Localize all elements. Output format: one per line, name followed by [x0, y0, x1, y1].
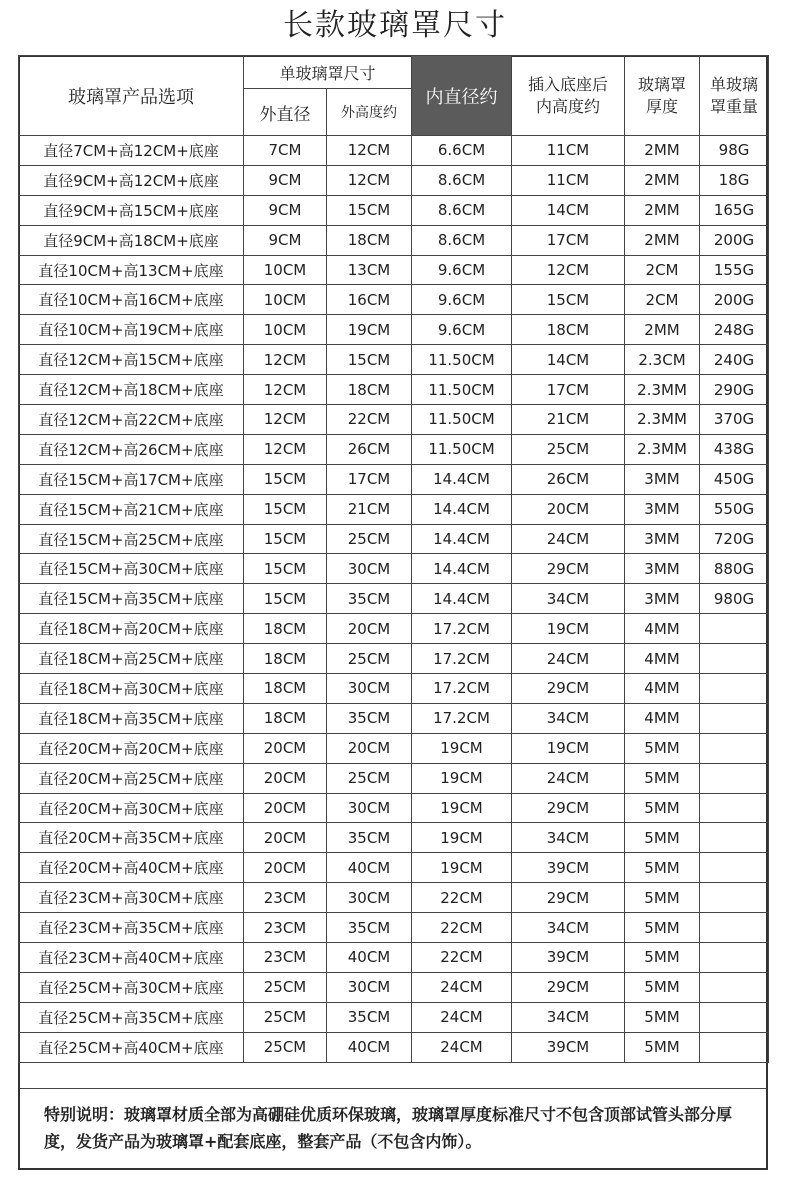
cell-thickness: 5MM — [625, 853, 700, 883]
cell-inner-diameter: 9.6CM — [412, 255, 512, 285]
cell-inner-height: 20CM — [512, 494, 625, 524]
cell-outer-height: 40CM — [327, 943, 412, 973]
cell-outer-height: 35CM — [327, 703, 412, 733]
cell-thickness: 2.3MM — [625, 405, 700, 435]
cell-thickness: 5MM — [625, 972, 700, 1002]
cell-outer-diameter: 18CM — [244, 703, 327, 733]
cell-option: 直径9CM+高18CM+底座 — [19, 225, 244, 255]
cell-outer-height: 35CM — [327, 584, 412, 614]
cell-inner-diameter: 19CM — [412, 733, 512, 763]
table-row — [19, 733, 769, 763]
cell-option: 直径9CM+高12CM+底座 — [19, 165, 244, 195]
cell-inner-height: 21CM — [512, 405, 625, 435]
cell-inner-height: 14CM — [512, 195, 625, 225]
cell-weight — [700, 614, 769, 644]
cell-inner-diameter: 24CM — [412, 1002, 512, 1032]
cell-weight: 155G — [700, 255, 769, 285]
cell-outer-diameter: 18CM — [244, 644, 327, 674]
cell-thickness: 5MM — [625, 763, 700, 793]
cell-inner-diameter: 22CM — [412, 943, 512, 973]
cell-weight: 370G — [700, 405, 769, 435]
cell-outer-diameter: 12CM — [244, 345, 327, 375]
cell-inner-height: 34CM — [512, 584, 625, 614]
cell-option: 直径15CM+高21CM+底座 — [19, 494, 244, 524]
cell-inner-diameter: 22CM — [412, 883, 512, 913]
table-row — [19, 165, 769, 195]
cell-weight — [700, 943, 769, 973]
table-row — [19, 972, 769, 1002]
cell-thickness: 5MM — [625, 1002, 700, 1032]
table-row — [19, 345, 769, 375]
cell-inner-diameter: 17.2CM — [412, 644, 512, 674]
cell-weight — [700, 1032, 769, 1062]
table-row — [19, 883, 769, 913]
cell-option: 直径20CM+高40CM+底座 — [19, 853, 244, 883]
cell-option: 直径23CM+高30CM+底座 — [19, 883, 244, 913]
cell-inner-diameter: 19CM — [412, 763, 512, 793]
cell-inner-height: 39CM — [512, 853, 625, 883]
page-title: 长款玻璃罩尺寸 — [283, 8, 507, 43]
cell-inner-height: 25CM — [512, 434, 625, 464]
cell-outer-diameter: 9CM — [244, 225, 327, 255]
cell-outer-height: 35CM — [327, 1002, 412, 1032]
cell-thickness: 2.3CM — [625, 345, 700, 375]
table-row — [19, 763, 769, 793]
cell-option: 直径25CM+高30CM+底座 — [19, 972, 244, 1002]
cell-outer-height: 21CM — [327, 494, 412, 524]
cell-weight — [700, 972, 769, 1002]
cell-inner-height: 34CM — [512, 823, 625, 853]
cell-thickness: 2CM — [625, 255, 700, 285]
cell-outer-diameter: 15CM — [244, 554, 327, 584]
table-row — [19, 1032, 769, 1062]
table-body — [19, 136, 769, 1063]
cell-option: 直径7CM+高12CM+底座 — [19, 136, 244, 166]
cell-weight — [700, 763, 769, 793]
cell-inner-height: 18CM — [512, 315, 625, 345]
cell-inner-height: 14CM — [512, 345, 625, 375]
table-row — [19, 554, 769, 584]
cell-outer-diameter: 25CM — [244, 972, 327, 1002]
cell-outer-height: 30CM — [327, 972, 412, 1002]
size-table — [18, 55, 769, 1063]
cell-outer-height: 20CM — [327, 614, 412, 644]
header-weight — [700, 56, 769, 136]
cell-option: 直径23CM+高40CM+底座 — [19, 943, 244, 973]
cell-inner-diameter: 14.4CM — [412, 584, 512, 614]
cell-option: 直径12CM+高26CM+底座 — [19, 434, 244, 464]
cell-inner-height: 24CM — [512, 763, 625, 793]
cell-thickness: 5MM — [625, 793, 700, 823]
cell-thickness: 2MM — [625, 195, 700, 225]
cell-weight — [700, 883, 769, 913]
cell-outer-height: 22CM — [327, 405, 412, 435]
cell-inner-height: 11CM — [512, 136, 625, 166]
cell-outer-diameter: 23CM — [244, 883, 327, 913]
cell-inner-diameter: 19CM — [412, 823, 512, 853]
cell-thickness: 5MM — [625, 913, 700, 943]
cell-weight: 290G — [700, 375, 769, 405]
cell-inner-diameter: 8.6CM — [412, 225, 512, 255]
cell-thickness: 3MM — [625, 524, 700, 554]
cell-option: 直径20CM+高20CM+底座 — [19, 733, 244, 763]
cell-weight: 240G — [700, 345, 769, 375]
table-row — [19, 136, 769, 166]
header-outer-diameter: 外直径 — [244, 89, 327, 136]
cell-option: 直径25CM+高40CM+底座 — [19, 1032, 244, 1062]
cell-thickness: 2MM — [625, 165, 700, 195]
cell-outer-diameter: 10CM — [244, 255, 327, 285]
cell-inner-diameter: 11.50CM — [412, 345, 512, 375]
cell-inner-diameter: 11.50CM — [412, 434, 512, 464]
table-row — [19, 524, 769, 554]
cell-option: 直径10CM+高13CM+底座 — [19, 255, 244, 285]
cell-option: 直径10CM+高19CM+底座 — [19, 315, 244, 345]
cell-inner-height: 26CM — [512, 464, 625, 494]
cell-option: 直径15CM+高17CM+底座 — [19, 464, 244, 494]
cell-outer-height: 12CM — [327, 136, 412, 166]
cell-inner-height: 29CM — [512, 674, 625, 704]
cell-inner-height: 24CM — [512, 644, 625, 674]
cell-inner-diameter: 24CM — [412, 1032, 512, 1062]
cell-thickness: 2MM — [625, 315, 700, 345]
cell-inner-height: 29CM — [512, 883, 625, 913]
cell-inner-height: 29CM — [512, 972, 625, 1002]
cell-inner-diameter: 11.50CM — [412, 375, 512, 405]
cell-outer-diameter: 25CM — [244, 1032, 327, 1062]
cell-outer-height: 18CM — [327, 225, 412, 255]
cell-option: 直径15CM+高25CM+底座 — [19, 524, 244, 554]
cell-inner-diameter: 14.4CM — [412, 554, 512, 584]
cell-outer-height: 25CM — [327, 644, 412, 674]
cell-weight — [700, 853, 769, 883]
cell-weight: 98G — [700, 136, 769, 166]
header-single-size: 单玻璃罩尺寸 — [244, 56, 412, 89]
table-row — [19, 464, 769, 494]
cell-inner-diameter: 6.6CM — [412, 136, 512, 166]
table-row — [19, 943, 769, 973]
cell-inner-diameter: 14.4CM — [412, 464, 512, 494]
cell-weight — [700, 1002, 769, 1032]
header-thickness-line2: 厚度 — [646, 96, 679, 116]
cell-outer-height: 30CM — [327, 554, 412, 584]
cell-inner-diameter: 8.6CM — [412, 165, 512, 195]
cell-outer-height: 30CM — [327, 883, 412, 913]
cell-outer-height: 15CM — [327, 195, 412, 225]
cell-option: 直径25CM+高35CM+底座 — [19, 1002, 244, 1032]
cell-weight: 720G — [700, 524, 769, 554]
cell-thickness: 4MM — [625, 703, 700, 733]
cell-option: 直径23CM+高35CM+底座 — [19, 913, 244, 943]
cell-inner-height: 15CM — [512, 285, 625, 315]
cell-weight — [700, 644, 769, 674]
cell-thickness: 4MM — [625, 614, 700, 644]
cell-outer-diameter: 18CM — [244, 674, 327, 704]
cell-outer-diameter: 20CM — [244, 823, 327, 853]
cell-outer-diameter: 20CM — [244, 793, 327, 823]
cell-thickness: 5MM — [625, 823, 700, 853]
header-option: 玻璃罩产品选项 — [19, 56, 244, 136]
cell-inner-diameter: 14.4CM — [412, 494, 512, 524]
header-thickness — [625, 56, 700, 136]
cell-thickness: 2MM — [625, 225, 700, 255]
cell-inner-height: 39CM — [512, 943, 625, 973]
cell-outer-height: 40CM — [327, 853, 412, 883]
cell-inner-height: 17CM — [512, 375, 625, 405]
cell-outer-diameter: 25CM — [244, 1002, 327, 1032]
cell-weight: 200G — [700, 225, 769, 255]
cell-outer-height: 30CM — [327, 793, 412, 823]
cell-weight: 248G — [700, 315, 769, 345]
cell-outer-height: 13CM — [327, 255, 412, 285]
cell-inner-diameter: 9.6CM — [412, 285, 512, 315]
header-weight-line2: 罩重量 — [710, 96, 759, 116]
cell-outer-height: 26CM — [327, 434, 412, 464]
cell-weight — [700, 733, 769, 763]
header-inner-height-line2: 内高度约 — [536, 96, 601, 116]
cell-option: 直径20CM+高30CM+底座 — [19, 793, 244, 823]
table-row — [19, 823, 769, 853]
cell-outer-height: 12CM — [327, 165, 412, 195]
cell-thickness: 3MM — [625, 494, 700, 524]
cell-inner-height: 19CM — [512, 614, 625, 644]
cell-outer-diameter: 20CM — [244, 763, 327, 793]
cell-outer-height: 17CM — [327, 464, 412, 494]
cell-outer-height: 19CM — [327, 315, 412, 345]
table-row — [19, 674, 769, 704]
header-weight-line1: 单玻璃 — [710, 74, 759, 94]
table-row — [19, 195, 769, 225]
header-inner-diameter: 内直径约 — [412, 56, 512, 136]
cell-inner-diameter: 14.4CM — [412, 524, 512, 554]
table-row — [19, 434, 769, 464]
cell-outer-diameter: 20CM — [244, 733, 327, 763]
cell-weight — [700, 793, 769, 823]
cell-outer-height: 35CM — [327, 913, 412, 943]
header-outer-height: 外高度约 — [327, 89, 412, 136]
cell-inner-height: 34CM — [512, 1002, 625, 1032]
cell-option: 直径18CM+高25CM+底座 — [19, 644, 244, 674]
table-row — [19, 853, 769, 883]
cell-inner-diameter: 17.2CM — [412, 703, 512, 733]
cell-weight: 450G — [700, 464, 769, 494]
cell-option: 直径18CM+高30CM+底座 — [19, 674, 244, 704]
cell-option: 直径15CM+高30CM+底座 — [19, 554, 244, 584]
table-row — [19, 614, 769, 644]
cell-outer-diameter: 12CM — [244, 375, 327, 405]
cell-outer-diameter: 9CM — [244, 195, 327, 225]
cell-option: 直径12CM+高18CM+底座 — [19, 375, 244, 405]
cell-option: 直径15CM+高35CM+底座 — [19, 584, 244, 614]
cell-outer-diameter: 23CM — [244, 943, 327, 973]
cell-thickness: 5MM — [625, 883, 700, 913]
cell-option: 直径20CM+高35CM+底座 — [19, 823, 244, 853]
cell-outer-height: 35CM — [327, 823, 412, 853]
cell-thickness: 2.3MM — [625, 434, 700, 464]
table-row — [19, 405, 769, 435]
cell-thickness: 2.3MM — [625, 375, 700, 405]
cell-option: 直径20CM+高25CM+底座 — [19, 763, 244, 793]
table-row — [19, 375, 769, 405]
cell-thickness: 3MM — [625, 554, 700, 584]
cell-outer-diameter: 7CM — [244, 136, 327, 166]
table-row — [19, 584, 769, 614]
cell-outer-diameter: 10CM — [244, 285, 327, 315]
table-row — [19, 315, 769, 345]
table-row — [19, 913, 769, 943]
cell-weight: 550G — [700, 494, 769, 524]
cell-thickness: 5MM — [625, 733, 700, 763]
cell-option: 直径12CM+高15CM+底座 — [19, 345, 244, 375]
table-row — [19, 703, 769, 733]
cell-weight: 165G — [700, 195, 769, 225]
cell-inner-diameter: 19CM — [412, 793, 512, 823]
table-row — [19, 793, 769, 823]
table-row — [19, 494, 769, 524]
cell-option: 直径10CM+高16CM+底座 — [19, 285, 244, 315]
cell-inner-diameter: 9.6CM — [412, 315, 512, 345]
cell-weight — [700, 913, 769, 943]
cell-outer-diameter: 20CM — [244, 853, 327, 883]
header-inner-height-line1: 插入底座后 — [528, 74, 609, 94]
table-row — [19, 225, 769, 255]
table-row — [19, 1002, 769, 1032]
cell-outer-diameter: 12CM — [244, 405, 327, 435]
cell-inner-diameter: 22CM — [412, 913, 512, 943]
cell-thickness: 4MM — [625, 674, 700, 704]
cell-inner-diameter: 8.6CM — [412, 195, 512, 225]
cell-outer-diameter: 15CM — [244, 464, 327, 494]
cell-inner-height: 17CM — [512, 225, 625, 255]
table-row — [19, 255, 769, 285]
cell-inner-height: 34CM — [512, 913, 625, 943]
cell-inner-diameter: 11.50CM — [412, 405, 512, 435]
cell-weight — [700, 674, 769, 704]
cell-outer-diameter: 15CM — [244, 524, 327, 554]
cell-outer-height: 25CM — [327, 524, 412, 554]
cell-outer-height: 20CM — [327, 733, 412, 763]
cell-inner-height: 12CM — [512, 255, 625, 285]
cell-weight — [700, 823, 769, 853]
cell-outer-height: 15CM — [327, 345, 412, 375]
cell-outer-height: 30CM — [327, 674, 412, 704]
cell-outer-diameter: 15CM — [244, 494, 327, 524]
cell-inner-height: 39CM — [512, 1032, 625, 1062]
cell-inner-height: 29CM — [512, 554, 625, 584]
table-row — [19, 644, 769, 674]
cell-weight: 438G — [700, 434, 769, 464]
cell-weight: 18G — [700, 165, 769, 195]
header-thickness-line1: 玻璃罩 — [638, 74, 687, 94]
cell-thickness: 4MM — [625, 644, 700, 674]
cell-outer-diameter: 9CM — [244, 165, 327, 195]
cell-inner-height: 24CM — [512, 524, 625, 554]
cell-outer-height: 40CM — [327, 1032, 412, 1062]
special-note: 特别说明：玻璃罩材质全部为高硼硅优质环保玻璃，玻璃罩厚度标准尺寸不包含顶部试管头部分厚度，发货产品为玻璃罩+配套底座，整套产品（不包含内饰）。 — [20, 1088, 766, 1168]
cell-inner-diameter: 19CM — [412, 853, 512, 883]
cell-inner-height: 19CM — [512, 733, 625, 763]
cell-outer-height: 25CM — [327, 763, 412, 793]
cell-thickness: 3MM — [625, 584, 700, 614]
cell-outer-diameter: 12CM — [244, 434, 327, 464]
cell-outer-height: 16CM — [327, 285, 412, 315]
cell-inner-diameter: 17.2CM — [412, 614, 512, 644]
cell-inner-diameter: 17.2CM — [412, 674, 512, 704]
cell-thickness: 2MM — [625, 136, 700, 166]
cell-option: 直径18CM+高35CM+底座 — [19, 703, 244, 733]
cell-inner-height: 11CM — [512, 165, 625, 195]
cell-outer-height: 18CM — [327, 375, 412, 405]
cell-outer-diameter: 10CM — [244, 315, 327, 345]
cell-thickness: 5MM — [625, 1032, 700, 1062]
cell-option: 直径12CM+高22CM+底座 — [19, 405, 244, 435]
cell-thickness: 2CM — [625, 285, 700, 315]
cell-inner-diameter: 24CM — [412, 972, 512, 1002]
cell-outer-diameter: 15CM — [244, 584, 327, 614]
cell-outer-diameter: 18CM — [244, 614, 327, 644]
cell-weight: 980G — [700, 584, 769, 614]
cell-outer-diameter: 23CM — [244, 913, 327, 943]
header-inner-height — [512, 56, 625, 136]
table-row — [19, 285, 769, 315]
cell-option: 直径18CM+高20CM+底座 — [19, 614, 244, 644]
cell-weight: 200G — [700, 285, 769, 315]
cell-weight: 880G — [700, 554, 769, 584]
cell-thickness: 3MM — [625, 464, 700, 494]
cell-weight — [700, 703, 769, 733]
cell-inner-height: 34CM — [512, 703, 625, 733]
cell-option: 直径9CM+高15CM+底座 — [19, 195, 244, 225]
cell-thickness: 5MM — [625, 943, 700, 973]
cell-inner-height: 29CM — [512, 793, 625, 823]
